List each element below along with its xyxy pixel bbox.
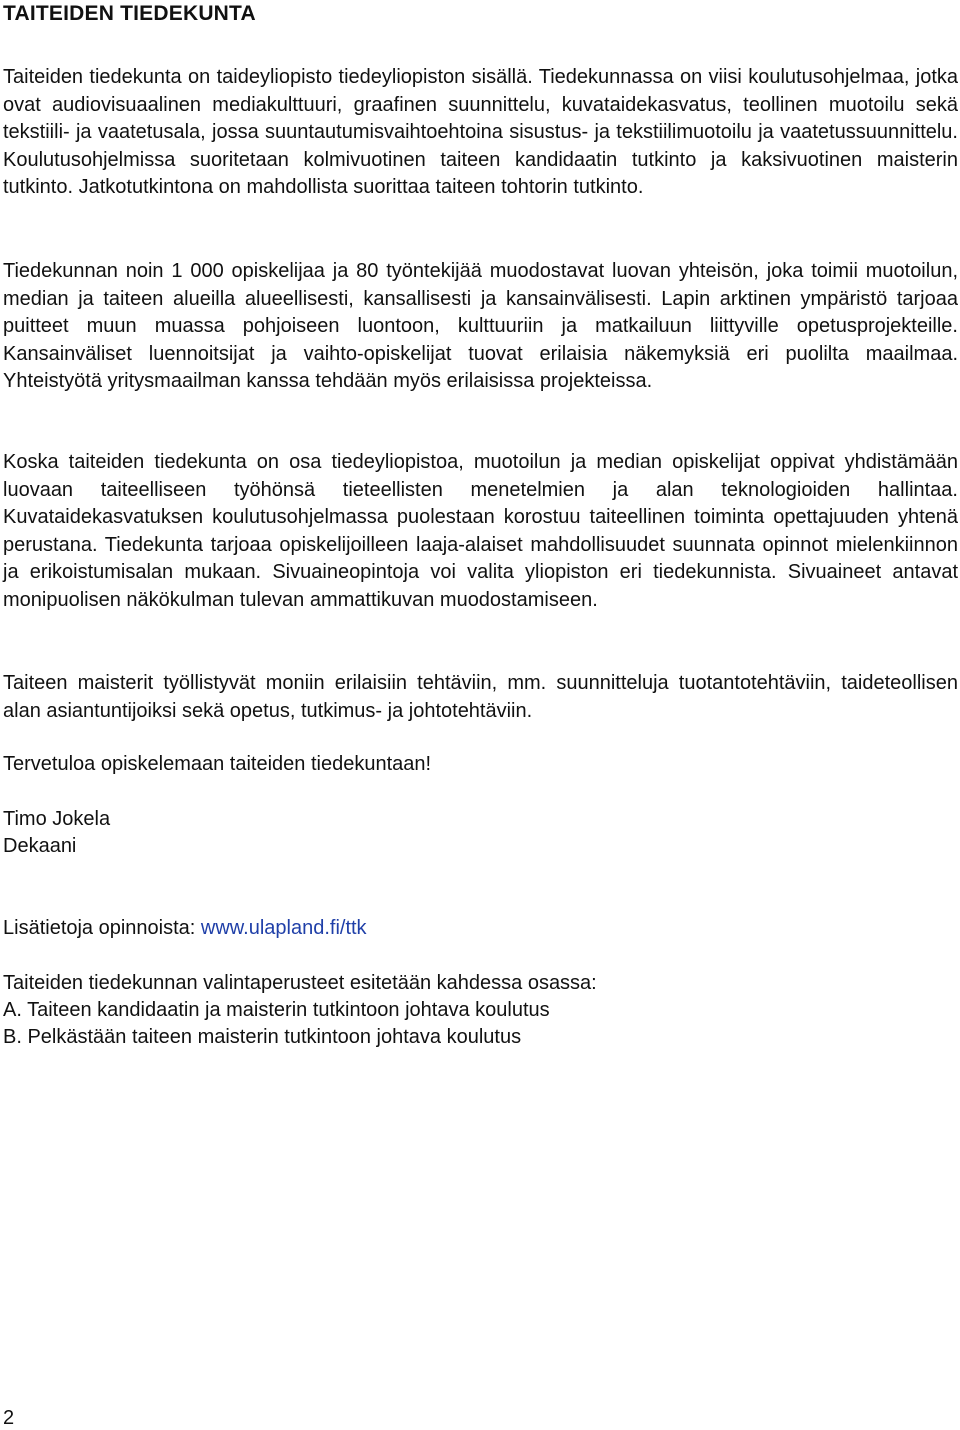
paragraph-studies: Koska taiteiden tiedekunta on osa tiedeyliopistoa, muotoilun ja median opiskelijat oppivat yhdistämään luovaan taiteelliseen työhönsä tieteellisten menetelmien ja alan teknologioiden hallintaa. Kuvataidekasvatuksen koulutusohjelmassa puolestaan korostuu taiteellinen toiminta opettajuuden yhtenä perustana. Tiedekunta tarjoaa opiskelijoilleen laaja-alaiset mahdollisuudet suunnata opinnot mielenkiinnon ja erikoistumisalan mukaan. Sivuaineopintoja voi valita yliopiston eri tiedekunnista. Sivuaineet antavat monipuolisen näkökulman tulevan ammattikuvan muodostamiseen. bbox=[3, 451, 958, 611]
criteria-item-a: A. Taiteen kandidaatin ja maisterin tutkintoon johtava koulutus bbox=[3, 999, 550, 1021]
paragraph-intro: Taiteiden tiedekunta on taideyliopisto tiedeyliopiston sisällä. Tiedekunnassa on viisi koulutusohjelmaa, jotka ovat audiovisuaalinen mediakulttuuri, graafinen suunnittelu, kuvataidekasvatus, teollinen muotoilu sekä tekstiili- ja vaatetusala, jossa suuntautumisvaihtoehtoina sisustus- ja tekstiilimuotoilu ja vaatetussuunnittelu. Koulutusohjelmissa suoritetaan kolmivuotinen taiteen kandidaatin tutkinto ja kaksivuotinen maisterin tutkinto. Jatkotutkintona on mahdollista suorittaa taiteen tohtorin tutkinto. bbox=[3, 66, 958, 198]
paragraph-community: Tiedekunnan noin 1 000 opiskelijaa ja 80 työntekijää muodostavat luovan yhteisön, joka toimii muotoilun, median ja taiteen alueilla alueellisesti, kansallisesti ja kansainvälisesti. Lapin arktinen ympäristö tarjoaa puitteet muun muassa pohjoiseen luontoon, kulttuuriin ja matkailuun liittyville opetusprojekteille. Kansainväliset luennoitsijat ja vaihto-opiskelijat tuovat erilaisia näkemyksiä eri puolilta maailmaa. Yhteistyötä yritysmaailman kanssa tehdään myös erilaisissa projekteissa. bbox=[3, 260, 958, 392]
criteria-item-b: B. Pelkästään taiteen maisterin tutkintoon johtava koulutus bbox=[3, 1026, 522, 1048]
criteria-intro: Taiteiden tiedekunnan valintaperusteet esitetään kahdessa osassa: bbox=[3, 972, 597, 994]
paragraph-employment: Taiteen maisterit työllistyvät moniin erilaisiin tehtäviin, mm. suunnitteluja tuotantotehtäviin, taideteollisen alan asiantuntijoiksi sekä opetus, tutkimus- ja johtotehtäviin. bbox=[3, 672, 958, 722]
info-label: Lisätietoja opinnoista: bbox=[3, 917, 201, 939]
paragraph-welcome: Tervetuloa opiskelemaan taiteiden tiedekuntaan! bbox=[3, 753, 432, 775]
info-link[interactable]: www.ulapland.fi/ttk bbox=[200, 917, 367, 939]
signature-role: Dekaani bbox=[3, 835, 77, 857]
info-line bbox=[3, 915, 367, 943]
page-number: 2 bbox=[3, 1407, 15, 1429]
page-title: TAITEIDEN TIEDEKUNTA bbox=[3, 2, 256, 25]
signature-name: Timo Jokela bbox=[3, 808, 111, 830]
